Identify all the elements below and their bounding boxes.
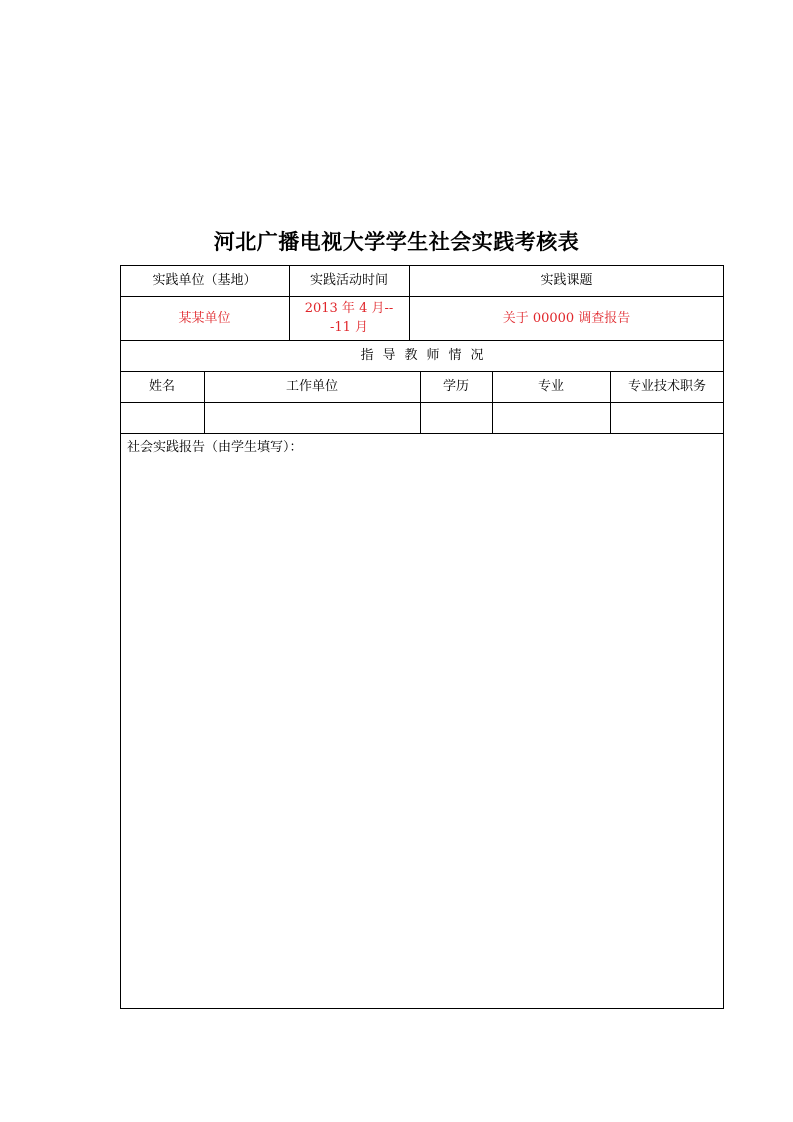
advisor-title-cell[interactable] [610,402,724,433]
table-border-top [120,265,724,266]
practice-time-header: 实践活动时间 [309,273,388,288]
advisor-workplace-header: 工作单位 [285,379,338,394]
advisor-major-cell[interactable] [492,402,610,433]
table-rule [289,265,290,340]
table-border-left [120,265,121,1009]
practice-topic-value[interactable]: 关于 00000 调查报告 [502,310,631,326]
assessment-table [120,265,724,1009]
advisor-name-header: 姓名 [148,379,175,394]
advisor-education-cell[interactable] [420,402,492,433]
practice-unit-header: 实践单位（基地） [152,273,257,288]
advisor-education-header: 学历 [442,379,469,394]
report-body-area[interactable] [120,458,724,1008]
report-label: 社会实践报告（由学生填写）： [127,440,303,455]
table-rule [409,265,410,340]
table-rule [120,340,724,341]
table-rule [420,371,421,433]
form-title: 河北广播电视大学学生社会实践考核表 [213,229,580,254]
practice-topic-header: 实践课题 [540,273,593,288]
table-border-right [723,265,724,1009]
table-rule [204,371,205,433]
advisor-name-cell[interactable] [120,402,204,433]
table-rule [120,402,724,403]
table-rule [492,371,493,433]
table-rule [610,371,611,433]
table-rule [120,296,724,297]
table-border-bottom [120,1008,724,1009]
table-rule [120,433,724,434]
table-rule [120,371,724,372]
advisor-major-header: 专业 [537,379,564,394]
advisor-section-title: 指导教师情况 [360,348,493,363]
advisor-title-header: 专业技术职务 [627,379,706,394]
practice-time-value[interactable]: 2013 年 4 月---11 月 [304,301,394,335]
advisor-workplace-cell[interactable] [204,402,420,433]
practice-unit-value[interactable]: 某某单位 [178,310,231,326]
